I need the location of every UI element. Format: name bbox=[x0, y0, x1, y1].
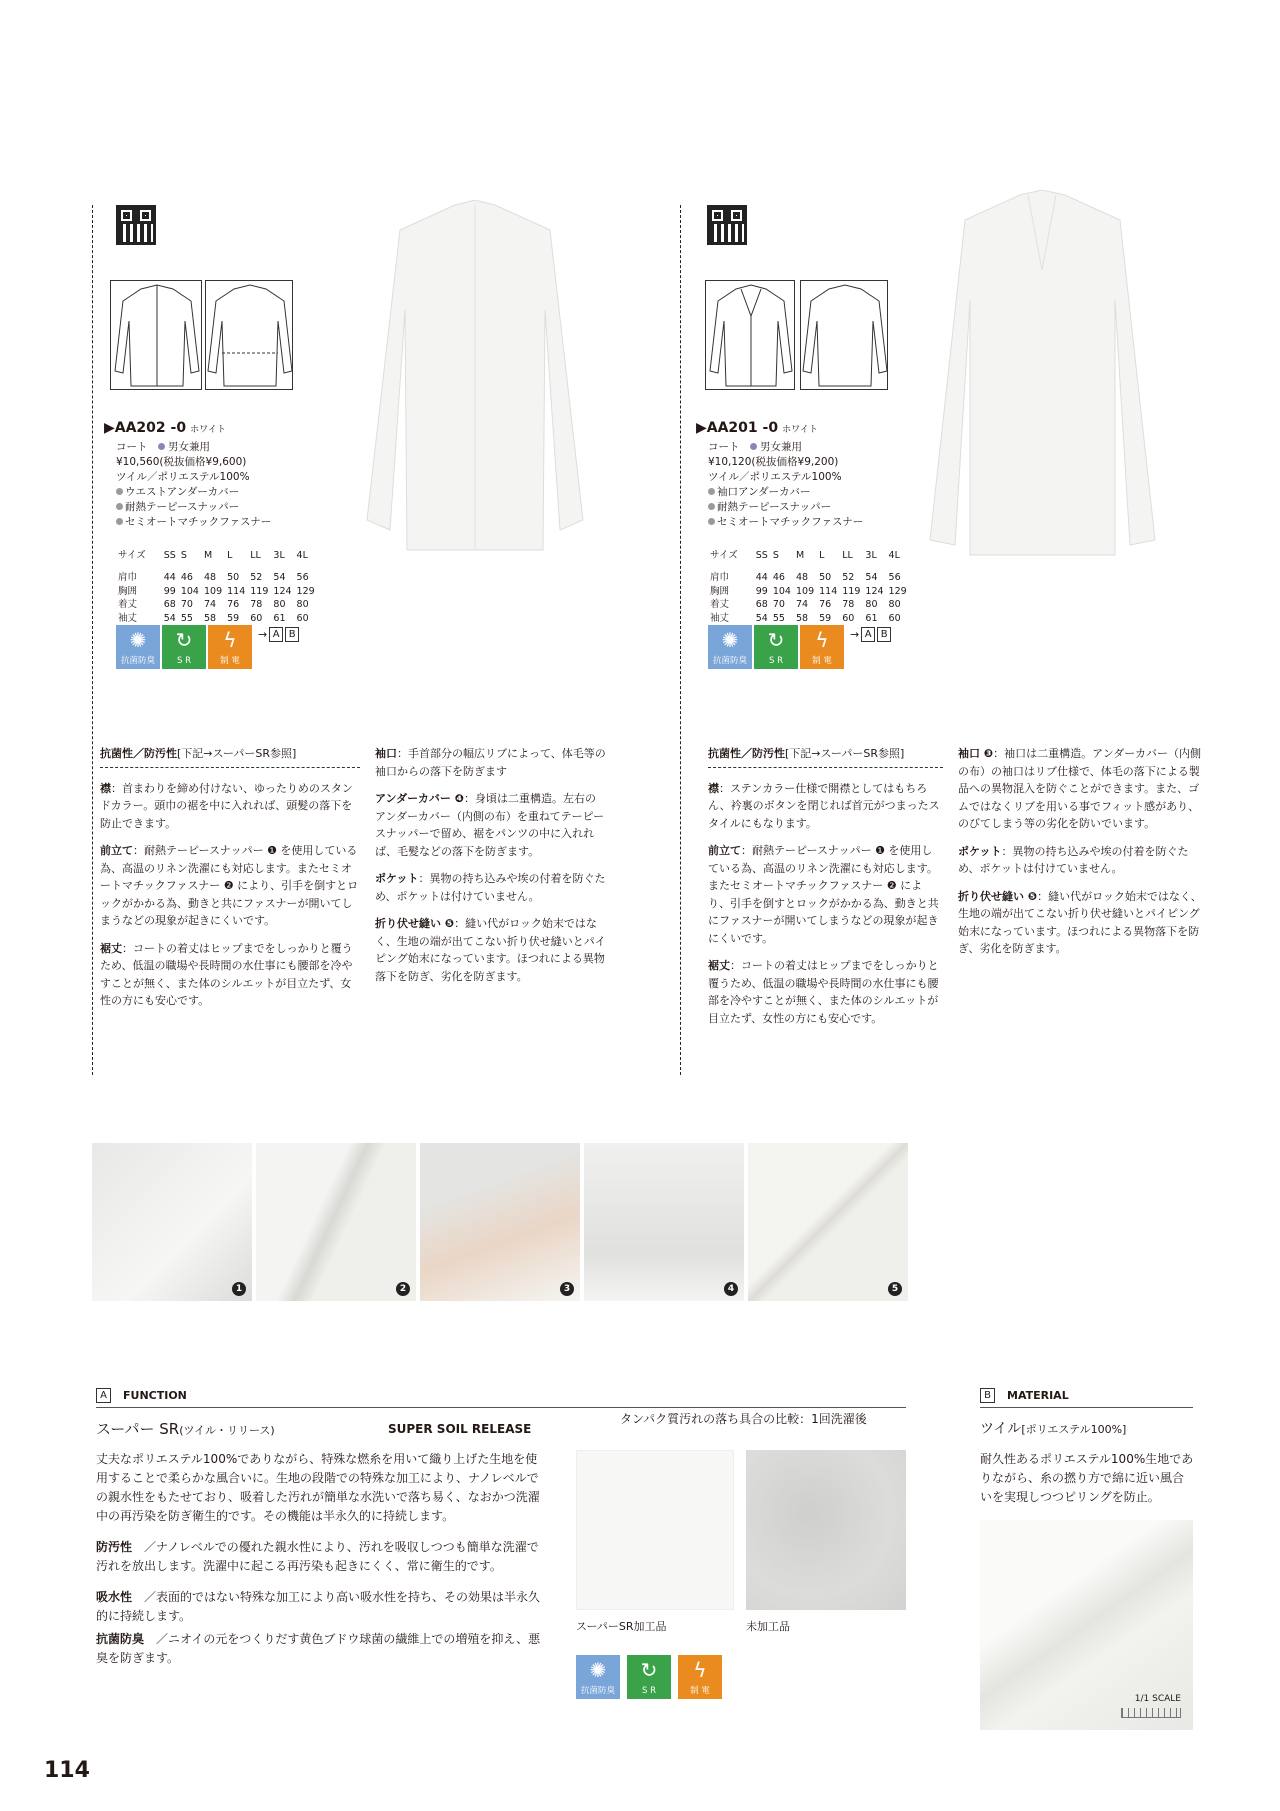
qr-code-icon[interactable] bbox=[707, 205, 747, 245]
material-section-header: B MATERIAL bbox=[980, 1388, 1069, 1403]
coat-photo-aa201 bbox=[920, 190, 1165, 560]
function-section-header: A FUNCTION bbox=[96, 1388, 187, 1403]
sample-label-sr: スーパーSR加工品 bbox=[576, 1620, 667, 1633]
page-number: 114 bbox=[44, 1758, 90, 1783]
function-title-en: SUPER SOIL RELEASE bbox=[388, 1422, 532, 1436]
tech-drawing-front bbox=[110, 280, 202, 390]
material-rule bbox=[980, 1407, 1193, 1408]
antistatic-badge-icon: ϟ 制 電 bbox=[208, 625, 252, 669]
detail-photo-snapper: 1 bbox=[92, 1143, 252, 1301]
product-info: コート 男女兼用 ¥10,560(税抜価格¥9,600) ツイル／ポリエステル100% ウエストアンダーカバー 耐熱テーピースナッパー セミオートマチックファスナー bbox=[116, 441, 272, 528]
antibacterial-badge-icon: ✺ 抗菌防臭 bbox=[116, 625, 160, 669]
ab-reference: → A B bbox=[258, 627, 299, 642]
dashed-guide-left bbox=[92, 205, 93, 1075]
size-table: サイズ SS S M L LL 3L 4L 肩巾 44 46 48 50 52 54 56 胸囲 99 104 109 114 119 124 129 着丈 68 70 74 76 78 80 80 袖丈 54 55 58 59 60 61 60 bbox=[118, 550, 315, 624]
feature-description-right: 袖口：手首部分の幅広リブによって、体毛等の袖口からの落下を防ぎます アンダーカバー ❹：身頃は二重構造。左右のアンダーカバー（内側の布）を重ねてテーピースナッパーで留め、裾をパンツの中に入れれば、毛髪などの落下を防ぎます。 ポケット：異物の持ち込みや埃の付着を防ぐため、ポケットは付けていません。 折り伏せ縫い ❺：縫い代がロック始末ではなく、生地の端が出てこない折り伏せ縫いとパイピング始末になっています。ほつれによる異物落下を防ぎ、劣化を防ぎます。 bbox=[375, 747, 606, 983]
sr-badge-icon: ↻ S R bbox=[627, 1655, 671, 1699]
feature-description-right: 袖口 ❸：袖口は二重構造。アンダーカバー（内側の布）の袖口はリブ仕様で、体毛の落下による製品への異物混入を防ぐことができます。また、ゴムではなくリブを用いる事でフィット感があり、のびてしまう等の劣化を防いでいます。 ポケット：異物の持ち込みや埃の付着を防ぐため、ポケットは付けていません。 折り伏せ縫い ❺：縫い代がロック始末ではなく、生地の端が出てこない折り伏せ縫いとパイピング始末になっています。ほつれによる異物落下を防ぎ、劣化を防ぎます。 bbox=[958, 747, 1202, 955]
function-description: 丈夫なポリエステル100%でありながら、特殊な燃糸を用いて織り上げた生地を使用することで柔らかな風合いに。生地の段階での特殊な加工により、ナノレベルでの親水性をもたせており、吸着した汚れが簡単な水洗いで落ち易く、なおかつ洗濯中の再汚染を防ぎ衛生的です。その機能は半永久的に持続します。 防汚性 ／ナノレベルでの優れた親水性により、汚れを吸収しつつも簡単な洗濯で汚れを放出します。洗濯中に起こる再汚染も起きにくく、常に衛生的です。 吸水性 ／表面的ではない特殊な加工により高い吸水性を持ち、その効果は半永久的に持続します。 抗菌防臭 ／ニオイの元をつくりだす黄色ブドウ球菌の繊維上での増殖を抑え、悪臭を防ぎます。 bbox=[96, 1452, 541, 1665]
antibacterial-badge-icon: ✺ 抗菌防臭 bbox=[708, 625, 752, 669]
ab-reference: → A B bbox=[850, 627, 891, 642]
coat-photo-aa202 bbox=[355, 200, 595, 555]
detail-photo-cuff: 3 bbox=[420, 1143, 580, 1301]
sr-badge-icon: ↻ S R bbox=[754, 625, 798, 669]
tech-drawing-back bbox=[205, 280, 293, 390]
scale-label: 1/1 SCALE bbox=[1134, 1694, 1181, 1704]
feature-description-left: 抗菌性／防汚性[下記→スーパーSR参照] 襟：ステンカラー仕様で開襟としてはもちろん、衿裏のボタンを閉じれば首元がつまったスタイルにもなります。 前立て：耐熱テーピースナッパー ❶ を使用している為、高温のリネン洗濯にも対応します。またセミオートマチックファスナー ❷ により、引手を倒すとロックがかかる為、動きと共にファスナーが開いてしまうなどの現象が起きにくいです。 裾丈：コートの着丈はヒップまでをしっかりと覆うため、低温の職場や長時間の水仕事にも腰部を冷やすことが無く、また体のシルエットが目立たず、女性の方にも安心です。 bbox=[708, 745, 943, 1037]
function-rule bbox=[96, 1407, 906, 1408]
product-info: コート 男女兼用 ¥10,120(税抜価格¥9,200) ツイル／ポリエステル100% 袖口アンダーカバー 耐熱テーピースナッパー セミオートマチックファスナー bbox=[708, 441, 864, 528]
detail-photo-zipper: 2 bbox=[256, 1143, 416, 1301]
material-title: ツイル[ポリエステル100%] bbox=[980, 1421, 1127, 1437]
sr-badge-icon: ↻ S R bbox=[162, 625, 206, 669]
material-description: 耐久性あるポリエステル100%生地でありながら、糸の撚り方で綿に近い風合いを実現しつつピリングを防止。 bbox=[980, 1452, 1194, 1504]
product-code: ▶AA202 -0 ホワイト bbox=[104, 420, 226, 436]
detail-photo-seam: 5 bbox=[748, 1143, 908, 1301]
sample-label-untreated: 未加工品 bbox=[746, 1620, 790, 1633]
antistatic-badge-icon: ϟ 制 電 bbox=[678, 1655, 722, 1699]
fabric-sample-untreated bbox=[746, 1450, 906, 1610]
scale-ruler-icon bbox=[1121, 1708, 1181, 1718]
dashed-guide-right bbox=[680, 205, 681, 1075]
function-title: スーパー SR(ツイル・リリース) bbox=[96, 1420, 275, 1438]
feature-description-left: 抗菌性／防汚性[下記→スーパーSR参照] 襟：首まわりを締め付けない、ゆったりめのスタンドカラー。頭巾の裾を中に入れれば、頭髪の落下を防止できます。 前立て：耐熱テーピースナッパー ❶ を使用している為、高温のリネン洗濯にも対応します。またセミオートマチックファスナー ❷ により、引手を倒すとロックがかかる為、動きと共にファスナーが開いてしまうなどの現象が起きにくいです。 裾丈：コートの着丈はヒップまでをしっかりと覆うため、低温の職場や長時間の水仕事にも腰部を冷やすことが無く、また体のシルエットが目立たず、女性の方にも安心です。 bbox=[100, 747, 359, 1007]
size-table: サイズ SS S M L LL 3L 4L 肩巾 44 46 48 50 52 54 56 胸囲 99 104 109 114 119 124 129 着丈 68 70 74 76 78 80 80 袖丈 54 55 58 59 60 61 60 bbox=[710, 550, 907, 624]
product-code: ▶AA201 -0 ホワイト bbox=[696, 420, 818, 436]
fabric-sample-sr bbox=[576, 1450, 734, 1610]
qr-code-icon[interactable] bbox=[116, 205, 156, 245]
compare-title: タンパク質汚れの落ち具合の比較：1回洗濯後 bbox=[620, 1412, 867, 1426]
tech-drawing-back bbox=[800, 280, 888, 390]
antibacterial-badge-icon: ✺ 抗菌防臭 bbox=[576, 1655, 620, 1699]
detail-photo-undercover: 4 bbox=[584, 1143, 744, 1301]
antistatic-badge-icon: ϟ 制 電 bbox=[800, 625, 844, 669]
tech-drawing-front bbox=[705, 280, 795, 390]
material-swatch bbox=[980, 1520, 1193, 1730]
